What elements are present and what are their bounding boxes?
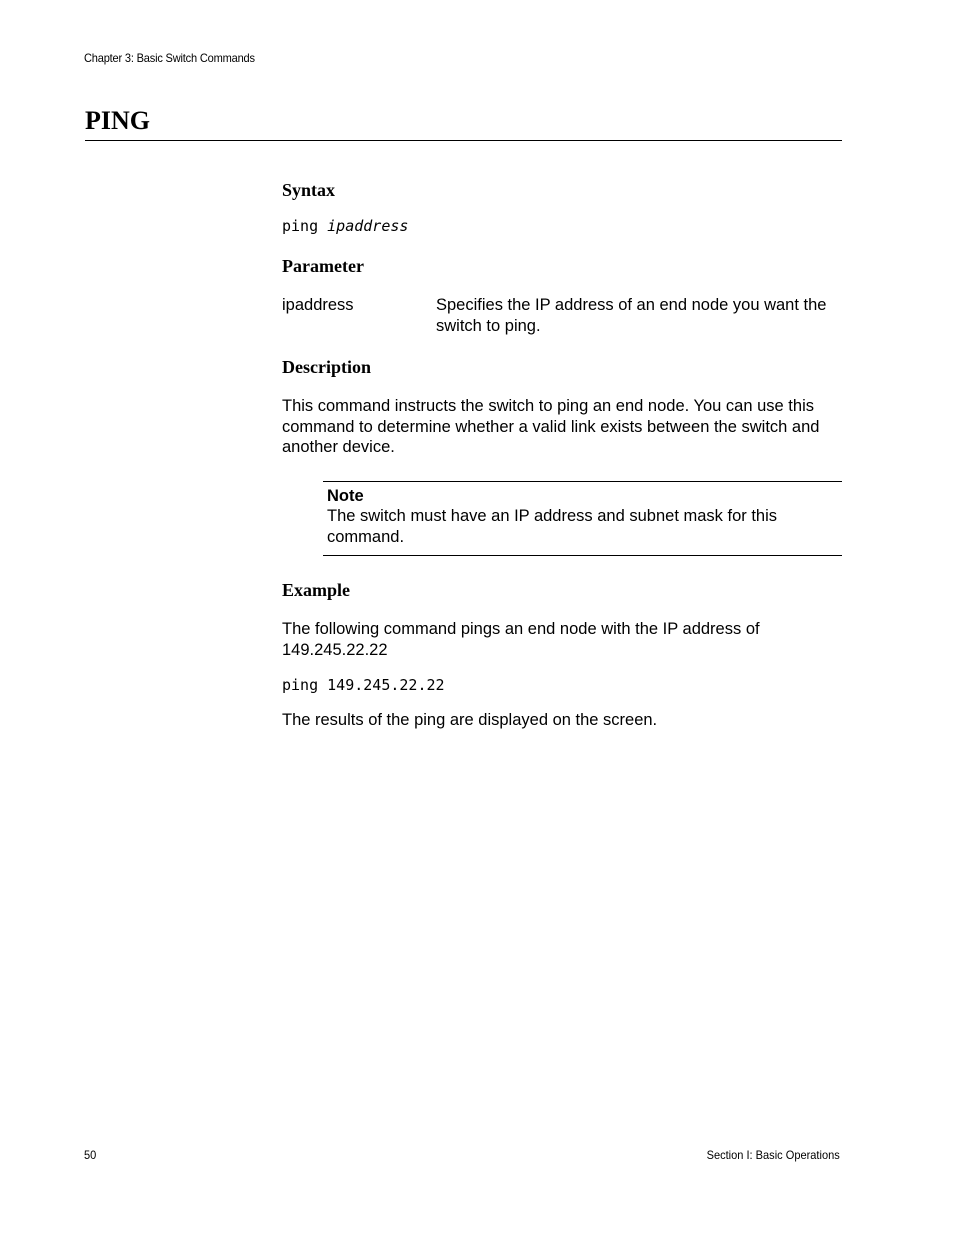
syntax-heading: Syntax [282,180,336,200]
parameter-heading: Parameter [282,256,364,276]
syntax-command: ping [282,217,319,235]
description-heading: Description [282,357,371,377]
parameter-description: Specifies the IP address of an end node you want the switch to ping. [436,296,827,335]
parameter-name: ipaddress [282,296,354,314]
page-number: 50 [84,1148,97,1162]
title-rule [85,140,842,141]
example-intro: The following command pings an end node with the IP address of 149.245.22.22 [282,620,760,659]
note-text: The switch must have an IP address and subnet mask for this command. [327,507,778,546]
syntax-argument: ipaddress [327,217,409,235]
footer-section: Section I: Basic Operations [706,1148,840,1162]
syntax-code [282,217,408,235]
running-header: Chapter 3: Basic Switch Commands [84,51,255,65]
note-box [323,481,842,556]
page-title: PING [85,106,150,135]
description-text: This command instructs the switch to ping an end node. You can use this command to determine whether a valid link exists between the switch and another device. [282,397,820,456]
example-heading: Example [282,580,351,600]
note-label: Note [327,487,364,505]
example-result: The results of the ping are displayed on the screen. [282,711,658,729]
example-code: ping 149.245.22.22 [282,676,445,694]
